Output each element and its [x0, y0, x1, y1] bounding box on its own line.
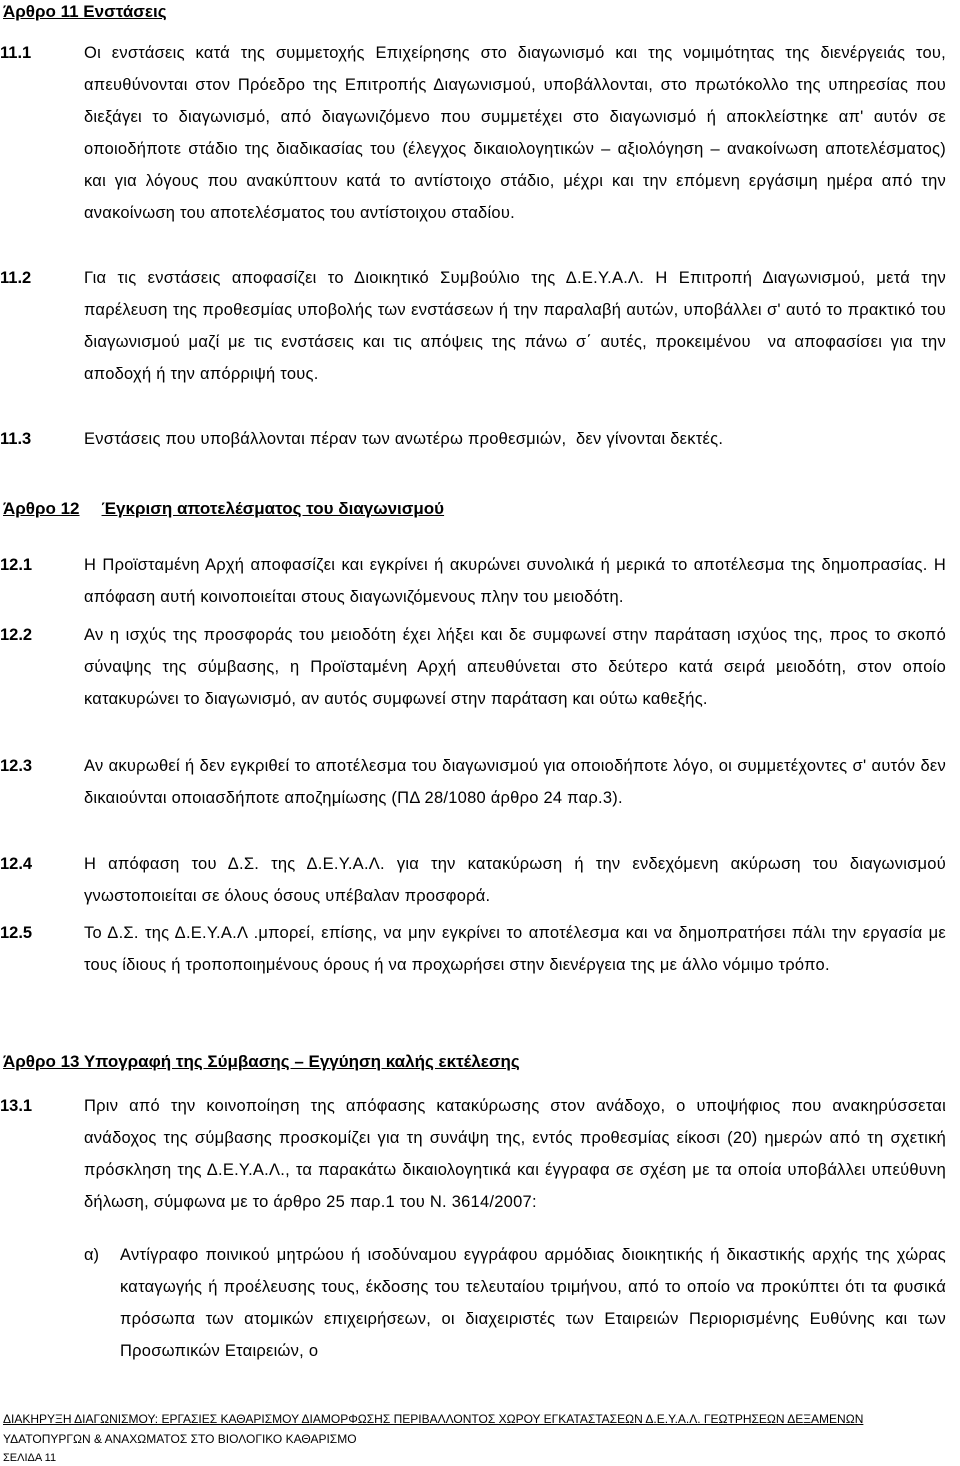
- article-11-title: Άρθρο 11 Ενστάσεις: [3, 2, 167, 21]
- sub-item-a-text: Αντίγραφο ποινικού μητρώου ή ισοδύναμου εγγράφου αρμόδιας διοικητικής ή δικαστικής αρχής της χώρας καταγωγής ή προέλευσης τους, έκδοσης του τελευταίου τριμήνου, από το οποίο να προκύπτει ότι τα φυσικά πρόσωπα των ατομικών επιχειρήσεων, οι διαχειριστές των Εταιρειών Περιορισμένης Ευθύνης και των Προσωπικών Εταιρειών, ο: [120, 1246, 951, 1360]
- article-11-heading: [3, 2, 167, 22]
- article-13-heading: [3, 1052, 520, 1072]
- footer-line-1: [3, 1412, 863, 1426]
- item-11-1-number: 11.1: [0, 44, 32, 62]
- item-11-1-text: Οι ενστάσεις κατά της συμμετοχής Επιχείρησης στο διαγωνισμό και της νομιμότητας της διενέργειάς του, απευθύνονται στον Πρόεδρο της Επιτροπής Διαγωνισμού, υποβάλλονται, στο πρωτόκολλο της υπηρεσίας που διεξάγει το διαγωνισμό, από διαγωνιζόμενο που συμμετέχει στο διαγωνισμό ή αποκλείστηκε απ' αυτόν σε οποιοδήποτε στάδιο της διαδικασίας του (έλεγχος δικαιολογητικών – αξιολόγηση – ανακοίνωση αποτελέσματος) και για λόγους που ανακύπτουν κατά το αντίστοιχο στάδιο, μέχρι και την επόμενη εργάσιμη ημέρα από την ανακοίνωση του αποτελέσματος του αντίστοιχου σταδίου.: [84, 44, 951, 222]
- item-12-2-number: 12.2: [0, 626, 33, 644]
- item-12-1-text: Η Προϊσταμένη Αρχή αποφασίζει και εγκρίνει ή ακυρώνει συνολικά ή μερικά το αποτέλεσμα της δημοπρασίας. Η απόφαση αυτή κοινοποιείται στους διαγωνιζόμενους πλην του μειοδότη.: [84, 556, 951, 606]
- item-11-3-text: Ενστάσεις που υποβάλλονται πέραν των ανωτέρω προθεσμιών, δεν γίνονται δεκτές.: [84, 430, 724, 448]
- sub-item-a-label: α): [84, 1246, 100, 1264]
- item-12-2-text: Αν η ισχύς της προσφοράς του μειοδότη έχει λήξει και δε συμφωνεί στην παράταση ισχύος της, προς το σκοπό σύναψης της σύμβασης, η Προϊσταμένη Αρχή απευθύνεται στο δεύτερο κατά σειρά μειοδότη, στον οποίο κατακυρώνει το διαγωνισμό, αν αυτός συμφωνεί στην παράταση και ούτω καθεξής.: [84, 626, 951, 708]
- item-12-5-text: Το Δ.Σ. της Δ.Ε.Υ.Α.Λ .μπορεί, επίσης, να μην εγκρίνει το αποτέλεσμα και να δημοπρατήσει πάλι την εργασία με τους ίδιους ή τροποποιημένους όρους ή να προχωρήσει στην διενέργεια της με άλλο νόμιμο τρόπο.: [84, 924, 951, 974]
- item-12-5-number: 12.5: [0, 924, 33, 942]
- article-13-title: Άρθρο 13 Υπογραφή της Σύμβασης – Εγγύηση καλής εκτέλεσης: [3, 1052, 520, 1071]
- article-12-heading: [3, 499, 444, 519]
- item-11-2-number: 11.2: [0, 269, 32, 287]
- footer-line-2: ΥΔΑΤΟΠΥΡΓΩΝ & ΑΝΑΧΩΜΑΤΟΣ ΣΤΟ ΒΙΟΛΟΓΙΚΟ ΚΑΘΑΡΙΣΜΟ: [3, 1432, 357, 1446]
- article-12-title: Έγκριση αποτελέσματος του διαγωνισμού: [101, 499, 445, 518]
- item-11-3-number: 11.3: [0, 430, 32, 448]
- item-12-4-text: Η απόφαση του Δ.Σ. της Δ.Ε.Υ.Α.Λ. για την κατακύρωση ή την ενδεχόμενη ακύρωση του διαγωνισμού γνωστοποιείται σε όλους όσους υπέβαλαν προσφορά.: [84, 855, 951, 905]
- item-13-1-text: Πριν από την κοινοποίηση της απόφασης κατακύρωσης στον ανάδοχο, ο υποψήφιος που ανακηρύσσεται ανάδοχος της σύμβασης προσκομίζει για τη συνάψη της, εντός προθεσμίας είκοσι (20) ημερών από τη σχετική πρόσκληση της Δ.Ε.Υ.Α.Λ., τα παρακάτω δικαιολογητικά και έγγραφα σε σχέση με τα οποία υποβάλλει υπεύθυνη δήλωση, σύμφωνα με το άρθρο 25 παρ.1 του Ν. 3614/2007:: [84, 1097, 951, 1211]
- page-number: ΣΕΛΙΔΑ 11: [3, 1452, 57, 1464]
- footer-line-1-text: ΔΙΑΚΗΡΥΞΗ ΔΙΑΓΩΝΙΣΜΟΥ: ΕΡΓΑΣΙΕΣ ΚΑΘΑΡΙΣΜΟΥ ΔΙΑΜΟΡΦΩΣΗΣ ΠΕΡΙΒΑΛΛΟΝΤΟΣ ΧΩΡΟΥ ΕΓΚΑΤΑΣΤΑΣΕΩΝ Δ.Ε.Υ.Α.Λ. ΓΕΩΤΡΗΣΕΩΝ ΔΕΞΑΜΕΝΩΝ: [3, 1412, 864, 1426]
- item-12-3-number: 12.3: [0, 757, 33, 775]
- item-13-1-number: 13.1: [0, 1097, 33, 1115]
- item-12-4-number: 12.4: [0, 855, 33, 873]
- article-12-prefix: Άρθρο 12: [3, 499, 80, 518]
- item-12-3-text: Αν ακυρωθεί ή δεν εγκριθεί το αποτέλεσμα του διαγωνισμού για οποιοδήποτε λόγο, οι συμμετέχοντες σ' αυτόν δεν δικαιούνται οποιασδήποτε αποζημίωσης (ΠΔ 28/1080 άρθρο 24 παρ.3).: [84, 757, 951, 807]
- item-11-2-text: Για τις ενστάσεις αποφασίζει το Διοικητικό Συμβούλιο της Δ.Ε.Υ.Α.Λ. Η Επιτροπή Διαγωνισμού, μετά την παρέλευση της προθεσμίας υποβολής των ενστάσεων ή την παραλαβή αυτών, υποβάλλει σ' αυτό το πρακτικό του διαγωνισμού μαζί με τις ενστάσεις και τις απόψεις της πάνω σ΄ αυτές, προκειμένου να αποφασίσει για την αποδοχή ή την απόρριψή τους.: [84, 269, 951, 383]
- item-12-1-number: 12.1: [0, 556, 33, 574]
